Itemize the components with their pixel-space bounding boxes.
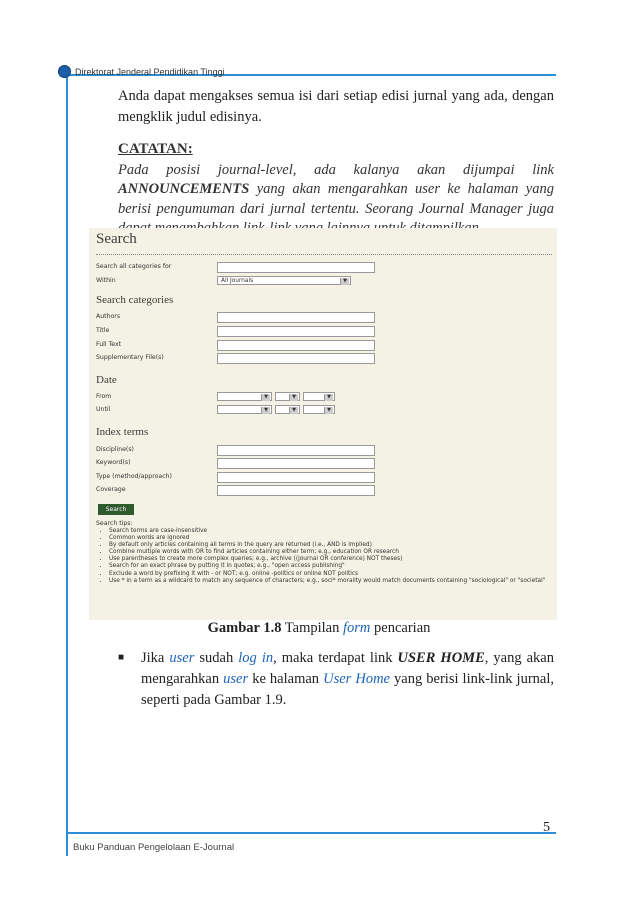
- chevron-down-icon: ▼: [324, 394, 333, 401]
- coverage-label: Coverage: [96, 486, 126, 493]
- list-item: • Use * in a term as a wildcard to match any sequence of characters; e.g., soci* morality would match documents containing "sociological" or "societal": [109, 578, 549, 585]
- list-item: • Exclude a word by prefixing it with - or NOT; e.g. online -politics or online NOT politics: [109, 571, 549, 578]
- until-year-select[interactable]: [303, 405, 335, 414]
- square-bullet-icon: ■: [118, 652, 125, 663]
- note-body: Pada posisi journal-level, ada kalanya akan dijumpai link ANNOUNCEMENTS yang akan mengarahkan user ke halaman yang berisi pengumuman dari jurnal tertentu. Seorang Journal Manager juga: [118, 161, 554, 217]
- title-label: Title: [96, 327, 110, 334]
- keyword-input[interactable]: [217, 458, 375, 469]
- chevron-down-icon: ▼: [289, 407, 298, 414]
- type-label: Type (method/approach): [96, 473, 172, 480]
- title-input[interactable]: [217, 326, 375, 337]
- supplementary-input[interactable]: [217, 353, 375, 364]
- page-header: [58, 65, 225, 78]
- user-home-paragraph: Jika user sudah log in, maka terdapat link USER HOME, yang akan mengarahkan user ke halaman User Home yang berisi link-link jurnal, seperti pada Gambar 1.9.: [141, 650, 554, 708]
- list-item: • Search terms are case-insensitive: [109, 528, 549, 535]
- footer-rule: [66, 832, 556, 834]
- categories-title: Search categories: [96, 294, 174, 306]
- fulltext-label: Full Text: [96, 341, 122, 348]
- header-title: Direktorat Jenderal Pendidikan Tinggi: [75, 66, 225, 77]
- note-block: [118, 140, 554, 239]
- supplementary-label: Supplementary File(s): [96, 354, 164, 361]
- search-tips-list: [97, 528, 549, 585]
- note-title: CATATAN:: [118, 141, 193, 157]
- within-label: Within: [96, 277, 116, 284]
- authors-label: Authors: [96, 313, 121, 320]
- from-month-select[interactable]: [217, 392, 272, 401]
- intro-paragraph: Anda dapat mengakses semua isi dari setiap edisi jurnal yang ada, dengan mengklik judul edisinya.: [118, 88, 554, 125]
- search-tips-title: Search tips:: [96, 520, 133, 527]
- search-button[interactable]: Search: [98, 504, 134, 515]
- list-item: • Search for an exact phrase by putting it in quotes; e.g., "open access publishing": [109, 563, 549, 570]
- index-terms-title: Index terms: [96, 426, 149, 438]
- type-input[interactable]: [217, 472, 375, 483]
- chevron-down-icon: ▼: [340, 278, 349, 285]
- dotted-divider: [96, 254, 552, 255]
- search-all-input[interactable]: [217, 262, 375, 273]
- figure-caption: Gambar 1.8 Tampilan form pencarian: [207, 620, 431, 636]
- fulltext-input[interactable]: [217, 340, 375, 351]
- authors-input[interactable]: [217, 312, 375, 323]
- chevron-down-icon: ▼: [289, 394, 298, 401]
- date-from-label: From: [96, 393, 112, 400]
- within-select[interactable]: All Journals ▼: [217, 276, 351, 285]
- until-month-select[interactable]: [217, 405, 272, 414]
- list-item: • By default only articles containing all terms in the query are returned (i.e., AND is implied): [109, 542, 549, 549]
- margin-line-vertical: [66, 66, 68, 856]
- search-all-label: Search all categories for: [96, 263, 172, 270]
- chevron-down-icon: ▼: [261, 407, 270, 414]
- from-day-select[interactable]: [275, 392, 300, 401]
- keyword-label: Keyword(s): [96, 459, 131, 466]
- discipline-input[interactable]: [217, 445, 375, 456]
- institution-logo-icon: [58, 65, 71, 78]
- discipline-label: Discipline(s): [96, 446, 134, 453]
- date-until-label: Until: [96, 406, 111, 413]
- from-year-select[interactable]: [303, 392, 335, 401]
- chevron-down-icon: ▼: [261, 394, 270, 401]
- announcements-term: ANNOUNCEMENTS: [118, 181, 250, 197]
- chevron-down-icon: ▼: [324, 407, 333, 414]
- page-number: 5: [543, 820, 550, 835]
- list-item: • Use parentheses to create more complex queries; e.g., archive ((journal OR conference) NOT theses): [109, 556, 549, 563]
- until-day-select[interactable]: [275, 405, 300, 414]
- search-form-screenshot: [89, 228, 557, 620]
- coverage-input[interactable]: [217, 485, 375, 496]
- search-title: Search: [96, 231, 137, 247]
- date-title: Date: [96, 374, 117, 386]
- list-item: • Common words are ignored: [109, 535, 549, 542]
- page-footer: Buku Panduan Pengelolaan E-Journal: [73, 842, 235, 853]
- list-item: • Combine multiple words with OR to find articles containing either term; e.g., education OR research: [109, 549, 549, 556]
